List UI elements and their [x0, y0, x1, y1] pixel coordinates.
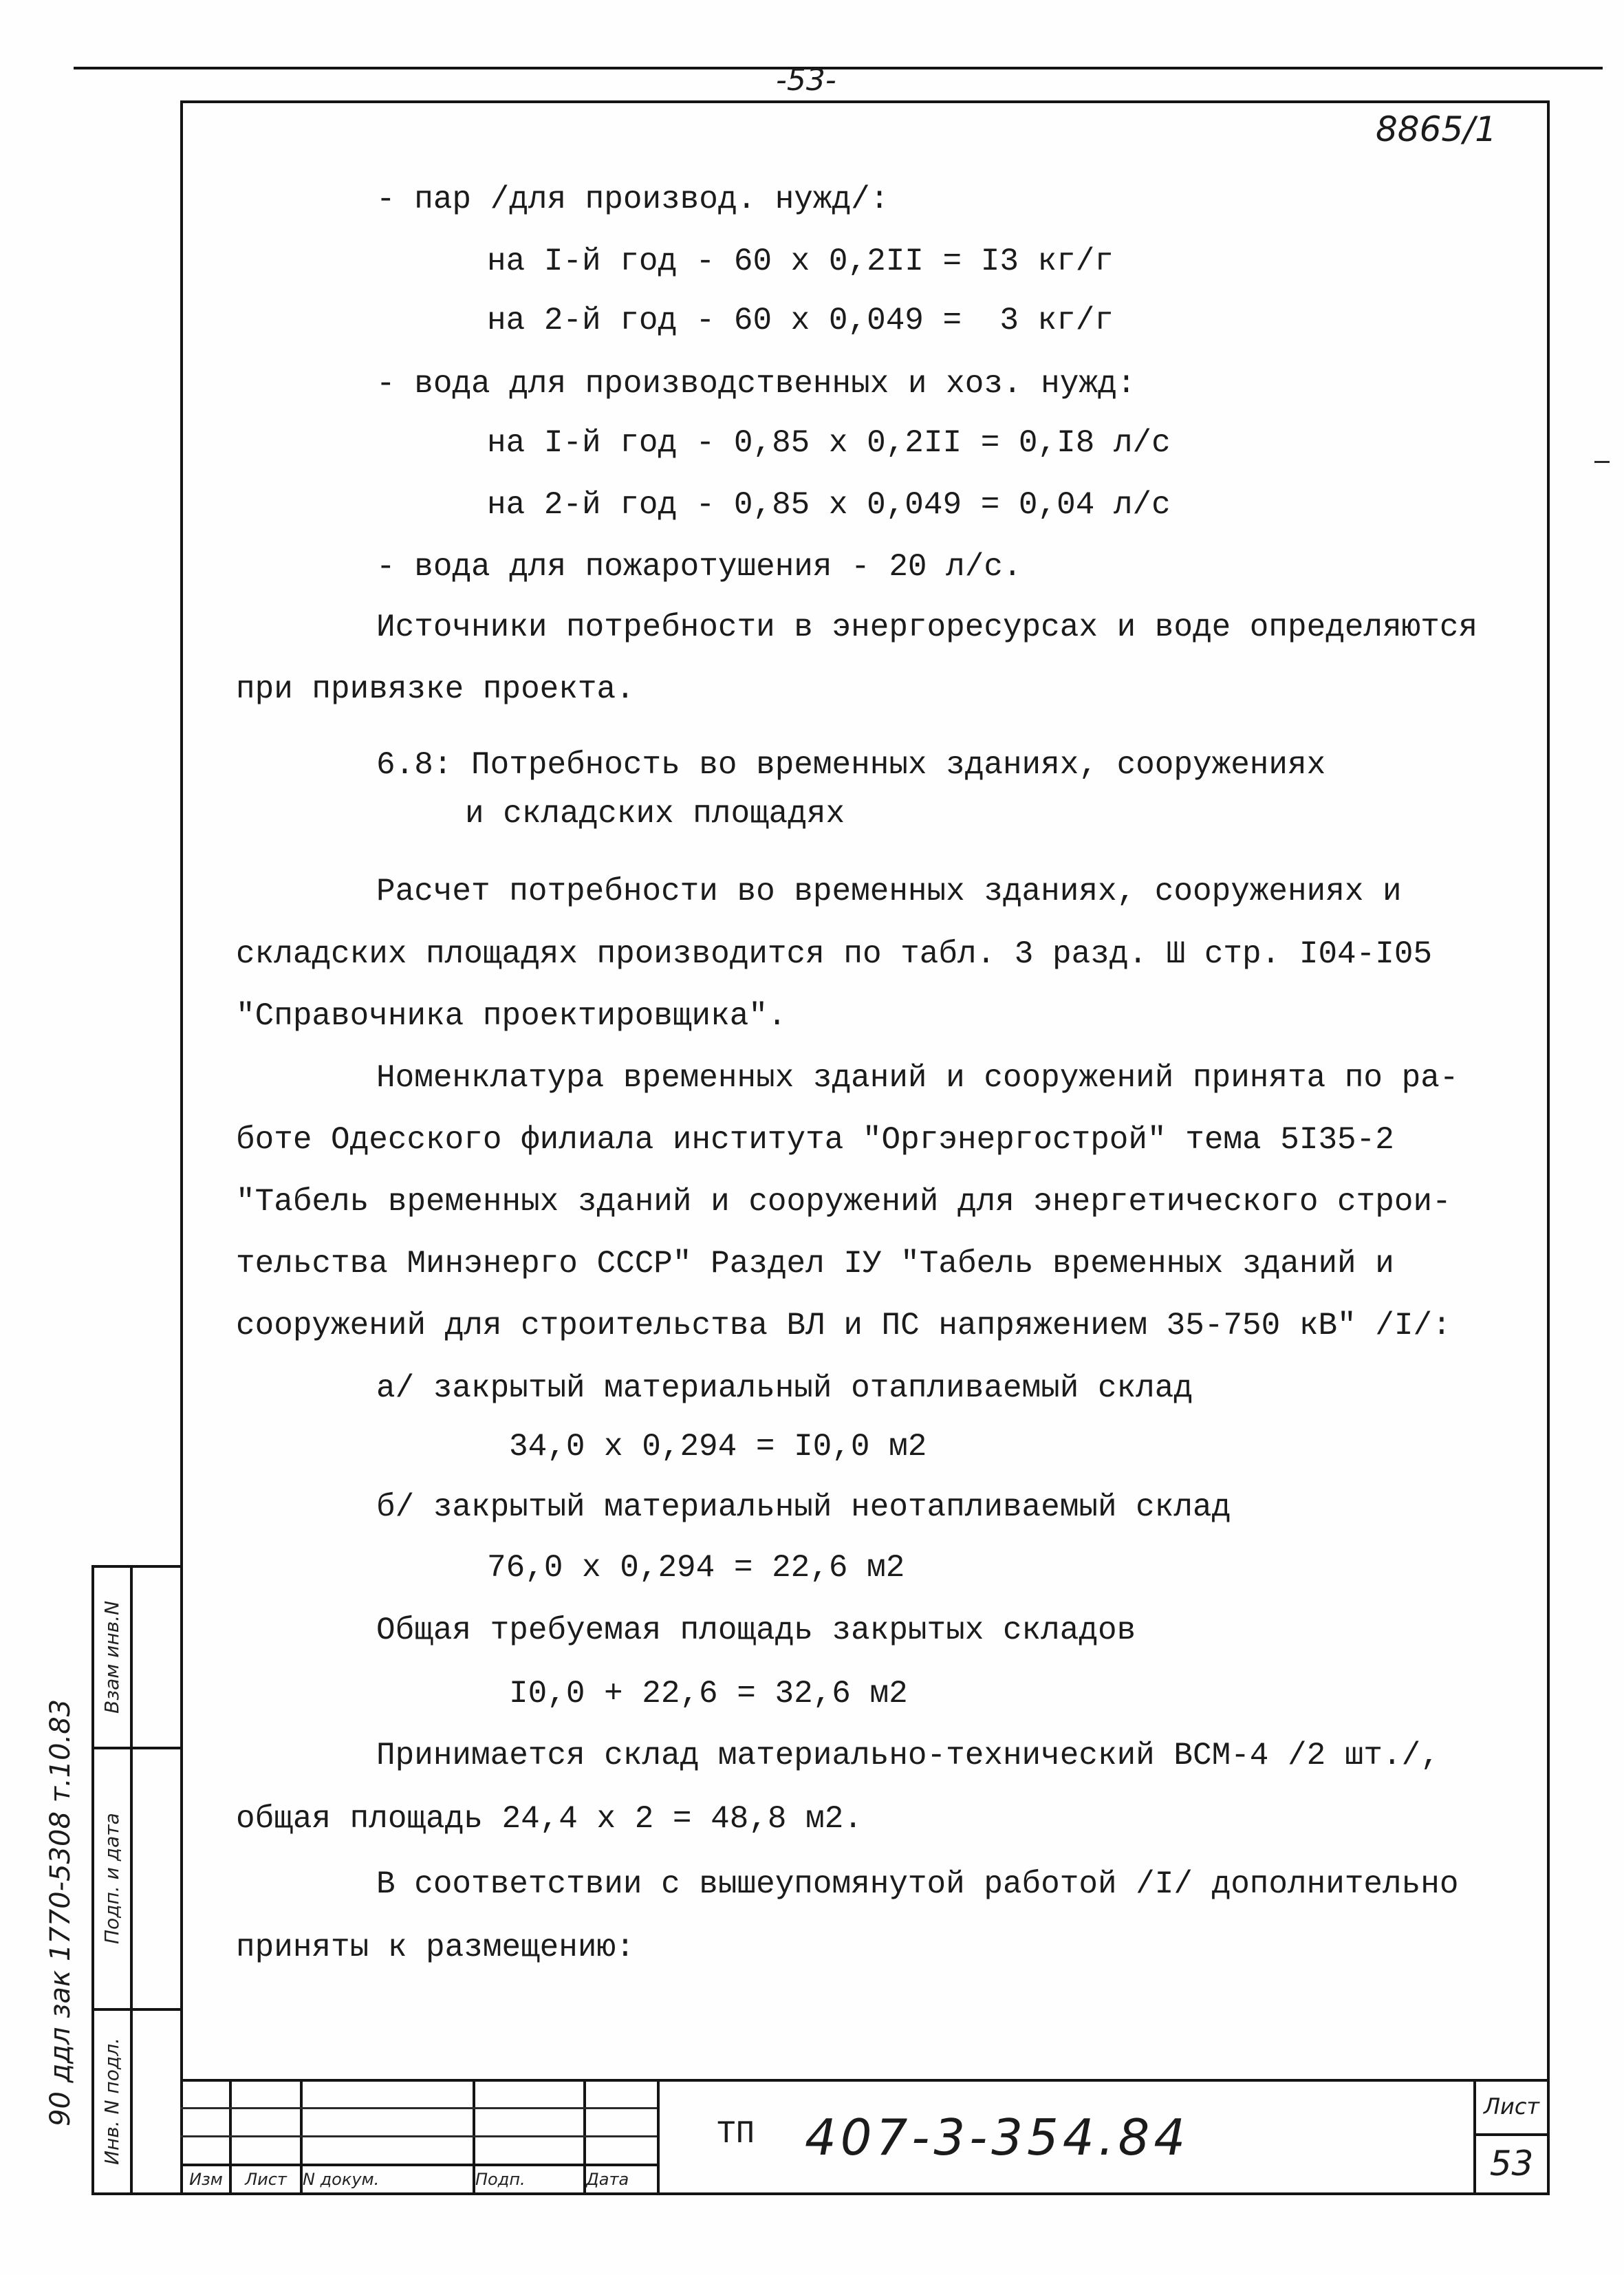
handwritten-order-note: 90 ддл зак 1770-5308 т.10.83 — [45, 1699, 76, 2126]
body-text-line: на I-й год - 0,85 х 0,2II = 0,I8 л/с — [487, 425, 1171, 461]
body-text-line: приняты к размещению: — [236, 1930, 635, 1965]
title-block-row-line — [180, 2107, 657, 2109]
body-text-line: на I-й год - 60 х 0,2II = I3 кг/г — [487, 244, 1114, 279]
sheet-number: 53 — [1489, 2144, 1534, 2184]
page-number-top: -53- — [776, 63, 836, 98]
body-text-line: - пар /для производ. нужд/: — [376, 182, 889, 217]
column-label-date: Дата — [586, 2170, 629, 2189]
body-text-line: Номенклатура временных зданий и сооружений принята по ра- — [376, 1060, 1459, 1096]
body-text-line: Источники потребности в энергоресурсах и воде определяются — [376, 610, 1478, 645]
original-inventory-label: Инв. N подл. — [100, 2038, 123, 2166]
body-text-line: общая площадь 24,4 х 2 = 48,8 м2. — [236, 1801, 863, 1837]
side-stamp-line — [130, 1565, 133, 2195]
body-text-line: I0,0 + 22,6 = 32,6 м2 — [509, 1676, 908, 1712]
section-heading: 6.8: Потребность во временных зданиях, сооружениях — [376, 747, 1326, 783]
body-text-line: б/ закрытый материальный неотапливаемый склад — [376, 1489, 1231, 1525]
column-label-document: N докум. — [303, 2170, 380, 2189]
body-text-line: - вода для пожаротушения - 20 л/с. — [376, 549, 1022, 585]
body-text-line: Расчет потребности во временных зданиях, сооружениях и — [376, 874, 1402, 909]
body-text-line: сооружений для строительства ВЛ и ПС напряжением 35-750 кВ" /I/: — [236, 1308, 1451, 1344]
designation-prefix: ТП — [717, 2116, 755, 2152]
frame-left-line — [180, 100, 183, 2195]
replacement-inventory-label: Взам инв.N — [100, 1600, 123, 1714]
body-text-line: на 2-й год - 0,85 х 0,049 = 0,04 л/с — [487, 487, 1171, 523]
body-text-line: а/ закрытый материальный отапливаемый склад — [376, 1370, 1193, 1406]
body-text-line: Принимается склад материально-технический ВСМ-4 /2 шт./, — [376, 1738, 1440, 1773]
body-text-line: 34,0 х 0,294 = I0,0 м2 — [509, 1429, 927, 1465]
sheet-label: Лист — [1483, 2093, 1540, 2120]
body-text-line: В соответствии с вышеупомянутой работой /I/ дополнительно — [376, 1866, 1459, 1902]
body-text-line: складских площадях производится по табл. 3 разд. Ш стр. I04-I05 — [236, 936, 1433, 972]
body-text-line: боте Одесского филиала института "Оргэнергострой" тема 5I35-2 — [236, 1122, 1394, 1158]
body-text-line: 76,0 х 0,294 = 22,6 м2 — [487, 1550, 905, 1586]
archive-number: 8865/1 — [1376, 109, 1497, 149]
signature-date-label: Подп. и дата — [100, 1813, 123, 1945]
column-label-change: Изм — [189, 2170, 223, 2189]
top-page-line — [74, 67, 1603, 69]
sheet-box-divider — [1473, 2133, 1547, 2136]
body-text-line: "Справочника проектировщика". — [236, 998, 787, 1034]
body-text-line: при привязке проекта. — [236, 671, 635, 707]
body-text-line: "Табель временных зданий и сооружений для энергетического строи- — [236, 1184, 1451, 1220]
body-text-line: на 2-й год - 60 х 0,049 = 3 кг/г — [487, 303, 1114, 338]
body-text-line: тельства Минэнерго СССР" Раздел IУ "Табель временных зданий и — [236, 1246, 1394, 1282]
column-label-signature: Подп. — [475, 2170, 526, 2189]
title-block-row-line — [180, 2135, 657, 2137]
title-block-top-line — [180, 2079, 1550, 2082]
column-label-sheet: Лист — [245, 2170, 287, 2189]
frame-right-line — [1547, 100, 1550, 2195]
title-block-divider — [657, 2079, 660, 2192]
frame-top-line — [180, 100, 1550, 103]
body-text-line: - вода для производственных и хоз. нужд: — [376, 366, 1136, 402]
body-text-line: Общая требуемая площадь закрытых складов — [376, 1613, 1136, 1648]
document-designation: 407-3-354.84 — [805, 2109, 1190, 2166]
section-heading: и складских площадях — [465, 796, 845, 832]
margin-tick — [1594, 461, 1610, 463]
